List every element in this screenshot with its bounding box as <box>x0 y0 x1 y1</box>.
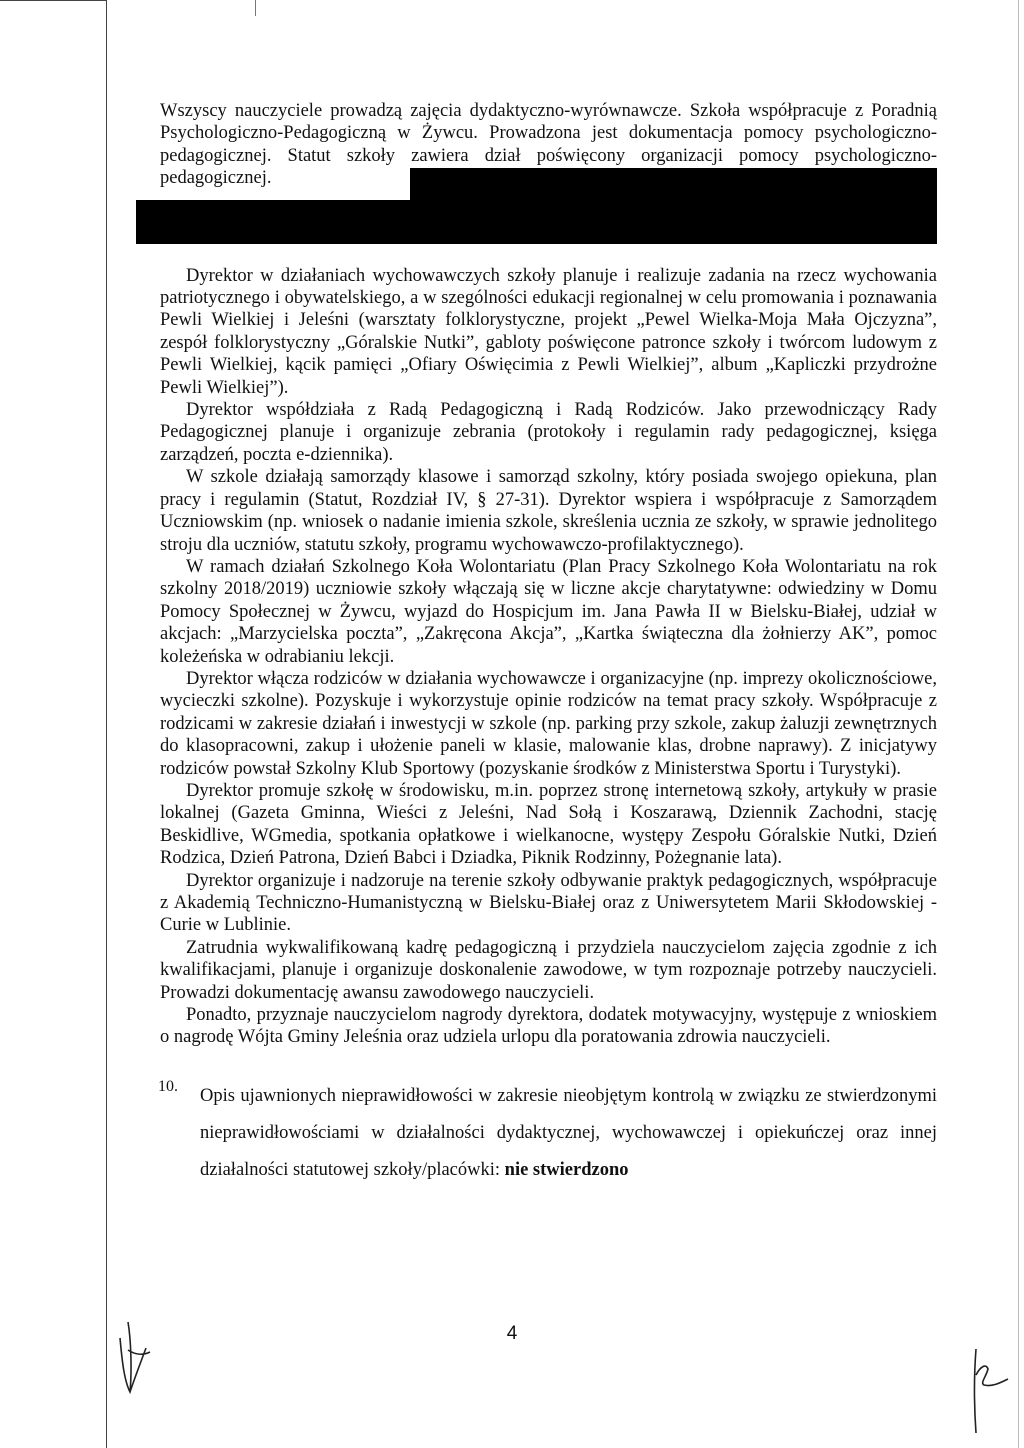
page-number: 4 <box>506 1323 518 1344</box>
section-text-wrapper <box>200 1078 937 1189</box>
initials-signature-right <box>962 1345 1010 1435</box>
paragraph-parents: Dyrektor włącza rodziców w działania wychowawcze i organizacyjne (np. imprezy okolicznościowe, wycieczki szkolne). Pozyskuje i wykorzystuje opinie rodziców na temat pracy szkoły. Współpracuje z rodzicami w zakresie działań i inwestycji w szkole (np. parking przy szkole, zakup żaluzji zewnętrznych do klasopracowni, zakup i ułożenie paneli w klasie, malowanie klas, drobne naprawy). Z inicjatywy rodziców powstał Szkolny Klub Sportowy (pozyskanie środków z Ministerstwa Sportu i Turystyki). <box>160 668 937 779</box>
scan-border-left <box>106 0 107 1448</box>
paragraph-promotion: Dyrektor promuje szkołę w środowisku, m.in. poprzez stronę internetową szkoły, artykuły w prasie lokalnej (Gazeta Gminna, Wieści z Jeleśni, Nad Sołą i Koszarawą, Dziennik Zachodni, stację Beskidlive, WGmedia, spotkania opłatkowe i wielkanocne, występy Zespołu Góralskie Nutki, Dzień Rodzica, Dzień Patrona, Dzień Babci i Dziadka, Piknik Rodzinny, Pożegnanie lata). <box>160 780 937 869</box>
document-body <box>160 100 937 1189</box>
redaction-bar-upper <box>410 168 937 200</box>
paragraph-internships: Dyrektor organizuje i nadzoruje na terenie szkoły odbywanie praktyk pedagogicznych, współpracuje z Akademią Techniczno-Humanistyczną w Bielsku-Białej oraz z Uniwersytetem Marii Skłodowskiej - Curie w Lublinie. <box>160 870 937 936</box>
redaction-bar-lower <box>136 200 937 244</box>
paragraph-pedagogical-council: Dyrektor współdziała z Radą Pedagogiczną i Radą Rodziców. Jako przewodniczący Rady Pedagogicznej planuje i organizuje zebrania (protokoły i regulamin rady pedagogicznej, księga zarządzeń, poczta e-dziennika). <box>160 400 937 465</box>
scan-mark <box>255 0 256 16</box>
scan-border-top <box>0 0 107 1</box>
redaction-block <box>160 168 937 244</box>
paragraph-student-government: W szkole działają samorządy klasowe i samorząd szkolny, który posiada swojego opiekuna, plan pracy i regulamin (Statut, Rozdział IV, § 27-31). Dyrektor wspiera i współpracuje z Samorządem Uczniowskim (np. wniosek o nadanie imienia szkole, skreślenia ucznia ze szkoły, w sprawie jednolitego stroju dla uczniów, statutu szkoły, programu wychowawczo-profilaktycznego). <box>160 467 937 555</box>
paragraph-staffing: Zatrudnia wykwalifikowaną kadrę pedagogiczną i przydziela nauczycielom zajęcia zgodnie z ich kwalifikacjami, planuje i organizuje doskonalenie zawodowe, w tym rozpoznaje potrzeby nauczycieli. Prowadzi dokumentację awansu zawodowego nauczycieli. <box>160 937 937 1003</box>
section-text: Opis ujawnionych nieprawidłowości w zakresie nieobjętym kontrolą w związku ze stwierdzonymi nieprawidłowościami w działalności dydaktycznej, wychowawczej i opiekuńczej oraz innej działalności statutowej szkoły/placówki: <box>200 1085 937 1180</box>
scan-border-right <box>1018 0 1019 1448</box>
section-number: 10. <box>158 1077 178 1095</box>
paragraph-awards: Ponadto, przyznaje nauczycielom nagrody dyrektora, dodatek motywacyjny, występuje z wnioskiem o nagrodę Wójta Gminy Jeleśnia oraz udziela urlopu dla poratowania zdrowia nauczycieli. <box>160 1005 937 1048</box>
paragraph-patriotic-education: Dyrektor w działaniach wychowawczych szkoły planuje i realizuje zadania na rzecz wychowania patriotycznego i obywatelskiego, a w szególności edukacji regionalnej w celu promowania i poznawania Pewli Wielkiej i Jeleśni (warsztaty folklorystyczne, projekt „Pewel Wielka-Moja Mała Ojczyzna”, zespół folklorystyczny „Góralskie Nutki”, gabloty poświęcone patronce szkoły i twórcom ludowym z Pewli Wielkiej, kącik pamięci „Ofiary Oświęcimia z Pewli Wielkiej”, album „Kapliczki przydrożne Pewli Wielkiej”). <box>160 265 937 398</box>
paragraph-volunteering: W ramach działań Szkolnego Koła Wolontariatu (Plan Pracy Szkolnego Koła Wolontariatu na rok szkolny 2018/2019) uczniowie szkoły włączają się w liczne akcje charytatywne: odwiedziny w Domu Pomocy Społecznej w Żywcu, wyjazd do Hospicjum im. Jana Pawła II w Bielsku-Białej, udział w akcjach: „Marzycielska poczta”, „Zakręcona Akcja”, „Kartka świąteczna dla żołnierzy AK”, pomoc koleżeńska w odrabianiu lekcji. <box>160 556 937 667</box>
initials-signature-left <box>112 1320 154 1398</box>
numbered-section-10 <box>160 1078 937 1189</box>
section-conclusion: nie stwierdzono <box>504 1159 629 1180</box>
spacer <box>160 244 937 265</box>
paragraph-psychological-support: Wszyscy nauczyciele prowadzą zajęcia dydaktyczno-wyrównawcze. Szkoła współpracuje z Poradnią Psychologiczno-Pedagogiczną w Żywcu. Prowadzona jest dokumentacja pomocy psychologiczno-pedagogicznej. Statut szkoły zawiera dział poświęcony organizacji pomocy psychologiczno-pedagogicznej. <box>160 101 937 189</box>
